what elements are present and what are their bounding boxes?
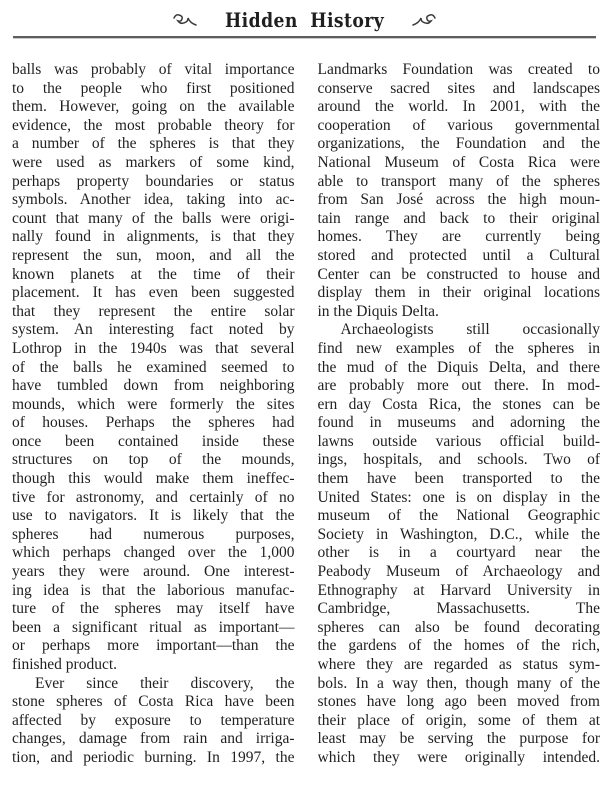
text-line: least may be serving the purpose for [317,730,600,748]
text-columns [0,38,609,768]
text-line: of the balls he examined seemed to [12,358,295,376]
text-line: balls was probably of vital importance [12,61,295,78]
text-line: that they represent the entire solar [12,302,295,320]
text-line: Archaeologists still occasionally [340,321,600,339]
text-line: Cambridge, Massachusetts. The [317,600,600,618]
text-line: a number of the spheres is that they [12,135,295,153]
text-line: perhaps property boundaries or status [12,172,295,190]
text-line: homes. They are currently being [317,228,600,246]
text-line: ern day Costa Rica, the stones can be [317,395,600,413]
page-title: Hidden History [224,8,385,32]
text-line: around the world. In 2001, with the [317,98,600,116]
text-line: to the people who first positioned [12,79,295,97]
text-line: nally found in alignments, is that they [12,228,295,246]
text-line: though this would make them ineffec- [12,470,295,488]
text-line: years they were around. One interest- [12,563,295,581]
text-line: them. However, going on the available [12,98,295,116]
text-line: structures on top of the mounds, [12,451,295,469]
text-line: the gardens of the homes of the rich, [317,637,600,655]
text-line: able to transport many of the spheres [317,172,600,190]
text-line: ings, hospitals, and schools. Two of [317,451,600,469]
text-line: organizations, the Foundation and the [317,135,600,153]
text-line: in the Diquis Delta. [317,302,439,320]
text-line: tion, and periodic burning. In 1997, the [12,748,295,766]
text-line: Peabody Museum of Archaeology and [317,563,600,581]
text-line: finished product. [12,656,118,673]
text-line: are probably more out there. In mod- [317,377,600,395]
text-line: other is in a courtyard near the [317,544,600,562]
text-line: conserve sacred sites and landscapes [317,79,600,97]
text-line: lawns outside various official build- [317,432,600,450]
text-line: spheres had numerous purposes, [12,525,295,543]
text-line: evidence, the most probable theory for [12,116,295,134]
text-line: spheres can also be found decorating [317,618,600,636]
text-line: where they are regarded as status sym- [317,656,600,673]
text-line: which they were originally intended. [317,748,600,766]
text-line: known planets at the time of their [12,265,295,283]
text-line: mounds, which were formerly the sites [12,395,295,413]
text-line: find new examples of the spheres in [317,339,600,357]
text-line: Lothrop in the 1940s was that several [12,339,295,357]
text-line: the mud of the Diquis Delta, and there [317,358,600,376]
text-line: their place of origin, some of them at [317,711,600,729]
text-line: stored and protected until a Cultural [317,246,600,264]
floral-flourish-left-icon [173,13,197,27]
text-line: them have been transported to the [317,470,600,488]
text-line: found in museums and adorning the [317,414,600,432]
text-line: Society in Washington, D.C., while the [317,525,600,543]
text-line: system. An interesting fact noted by [12,321,295,339]
text-line: Ever since their discovery, the [35,674,295,692]
left-column [12,61,295,768]
text-line: symbols. Another idea, taking into ac- [12,191,295,209]
text-line: changes, damage from rain and irriga- [12,730,295,748]
page-header [0,0,609,32]
text-line: bols. In a way then, though many of the [317,674,600,692]
text-line: cooperation of various governmental [317,116,600,134]
floral-flourish-right-icon [412,13,436,27]
text-line: of houses. Perhaps the spheres had [12,414,295,432]
text-line: tain range and back to their original [317,209,600,227]
text-line: display them in their original locations [317,284,600,302]
text-line: stones have long ago been moved from [317,693,600,711]
text-line: ing idea is that the laborious manufac- [12,581,295,599]
text-line: or perhaps more important—than the [12,637,295,655]
text-line: Landmarks Foundation was created to [317,61,600,78]
text-line: count that many of the balls were origi- [12,209,295,227]
text-line: represent the sun, moon, and all the [12,246,295,264]
text-line: Center can be constructed to house and [317,265,600,283]
text-line: once been contained inside these [12,432,295,450]
text-line: have tumbled down from neighboring [12,377,295,395]
text-line: use to navigators. It is likely that the [12,507,295,525]
text-line: which perhaps changed over the 1,000 [12,544,295,562]
text-line: from San José across the high moun- [317,191,600,209]
right-column [318,61,601,768]
text-line: tive for astronomy, and certainly of no [12,488,295,506]
text-line: Ethnography at Harvard University in [317,581,600,599]
text-line: United States: one is on display in the [317,488,600,506]
text-line: ture of the spheres may itself have [12,600,295,618]
text-line: stone spheres of Costa Rica have been [12,693,295,711]
text-line: placement. It has even been suggested [12,284,295,302]
text-line: National Museum of Costa Rica were [317,153,600,171]
text-line: museum of the National Geographic [317,507,600,525]
text-line: affected by exposure to temperature [12,711,295,729]
text-line: were used as markers of some kind, [12,153,295,171]
text-line: been a significant ritual as important— [12,618,295,636]
